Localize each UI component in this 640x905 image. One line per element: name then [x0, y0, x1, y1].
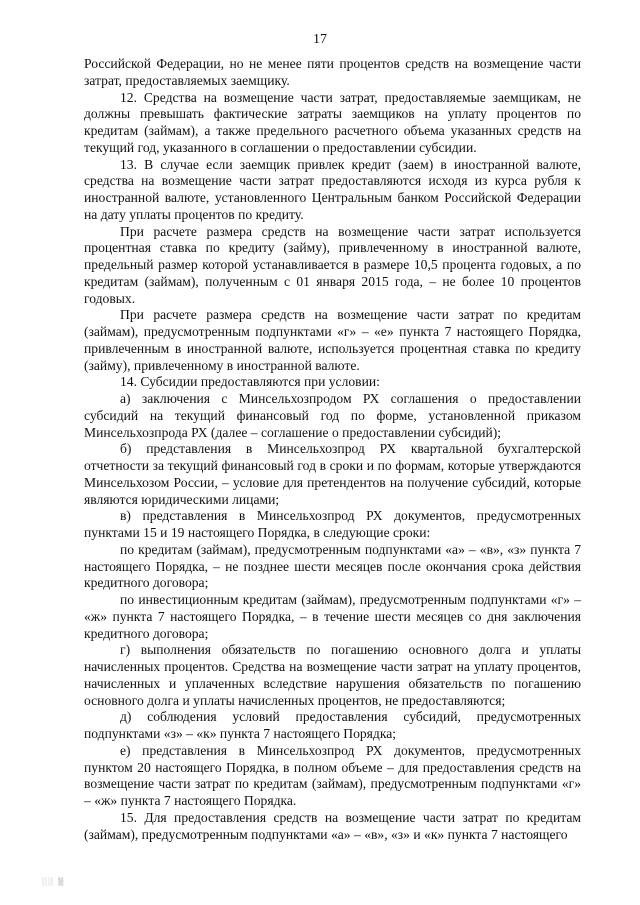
paragraph-14-v-investment: по инвестиционным кредитам (займам), предусмотренным подпунктами «г» – «ж» пункта 7 настоящего Порядка, – в течение шести месяцев со дня заключения кредитного договора;	[84, 592, 581, 641]
paragraph-15: 15. Для предоставления средств на возмещение части затрат по кредитам (займам), предусмотренным подпунктами «а» – «в», «з» и «к» пункта 7 настоящего	[84, 809, 581, 842]
page-number: 17	[313, 32, 327, 47]
paragraph-continuation: Российской Федерации, но не менее пяти процентов средств на возмещение части затрат, предоставляемых заемщику.	[84, 56, 581, 88]
scan-artifact: ░░ ▒	[42, 878, 65, 886]
document-body	[84, 56, 581, 843]
paragraph-14-b: б) представления в Минсельхозпрод РХ квартальной бухгалтерской отчетности за текущий финансовый год в сроки и по формам, которые утверждаются Минсельхозом России, – условие для претендентов на получение субсидий, которые являются юридическими лицами;	[84, 441, 581, 507]
paragraph-13-rate: При расчете размера средств на возмещение части затрат используется процентная ставка по кредиту (займу), привлеченному в иностранной валюте, предельный размер которой устанавливается в размере 10,5 процента годовых, а по кредитам (займам), полученным с 01 января 2015 года, – не более 10 процентов годовых.	[84, 223, 581, 306]
paragraph-14-e: е) представления в Минсельхозпрод РХ документов, предусмотренных пунктом 20 настоящего Порядка, в полном объеме – для предоставления средств на возмещение части затрат по кредитам (займам), предусмотренным подпунктами «г» – «ж» пункта 7 настоящего Порядка.	[84, 742, 581, 808]
paragraph-12: 12. Средства на возмещение части затрат, предоставляемые заемщикам, не должны превышать фактические затраты заемщиков на уплату процентов по кредитам (займам), а также предельного расчетного объема указанных средств на текущий год, указанного в соглашении о предоставлении субсидии.	[84, 89, 581, 155]
paragraph-14-a: а) заключения с Минсельхозпродом РХ соглашения о предоставлении субсидий на текущий финансовый год по форме, установленной приказом Минсельхозпрода РХ (далее – соглашение о предоставлении субсидий);	[84, 391, 581, 440]
paragraph-14-v: в) представления в Минсельхозпрод РХ документов, предусмотренных пунктами 15 и 19 настоящего Порядка, в следующие сроки:	[84, 508, 581, 540]
paragraph-14: 14. Субсидии предоставляются при условии:	[120, 374, 380, 390]
paragraph-13-foreign-currency: При расчете размера средств на возмещение части затрат по кредитам (займам), предусмотренным подпунктами «г» – «е» пункта 7 настоящего Порядка, привлеченным в иностранной валюте, используется процентная ставка по кредиту (займу), привлеченному в иностранной валюте.	[84, 307, 581, 373]
paragraph-14-d: д) соблюдения условий предоставления субсидий, предусмотренных подпунктами «з» – «к» пункта 7 настоящего Порядка;	[84, 709, 581, 741]
paragraph-13: 13. В случае если заемщик привлек кредит (заем) в иностранной валюте, средства на возмещение части затрат предоставляются исходя из курса рубля к иностранной валюте, установленного Центральным банком Российской Федерации на дату уплаты процентов по кредиту.	[84, 156, 581, 222]
paragraph-14-v-credits: по кредитам (займам), предусмотренным подпунктами «а» – «в», «з» пункта 7 настоящего Порядка, – не позднее шести месяцев после окончания срока действия кредитного договора;	[84, 541, 581, 591]
paragraph-14-g: г) выполнения обязательств по погашению основного долга и уплаты начисленных процентов. Средства на возмещение части затрат на уплату процентов, начисленных и уплаченных вследствие нарушения обязательств по погашению основного долга и уплаты начисленных процентов, не предоставляются;	[84, 642, 581, 708]
